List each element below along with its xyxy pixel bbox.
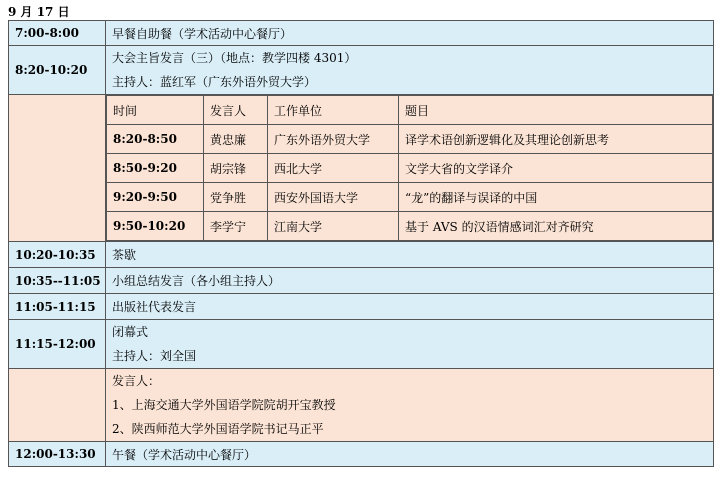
time-cell: 8:20-10:20 <box>9 46 106 95</box>
header-unit: 工作单位 <box>268 96 399 125</box>
speakers-cell <box>106 369 714 442</box>
talk-row <box>107 125 713 154</box>
talk-title: 基于 AVS 的汉语情感词汇对齐研究 <box>399 212 713 241</box>
closing-title: 闭幕式 <box>112 325 149 339</box>
time-cell: 10:35--11:05 <box>9 268 106 294</box>
event-cell: 早餐自助餐（学术活动中心餐厅） <box>106 21 714 46</box>
time-cell: 10:20-10:35 <box>9 242 106 268</box>
time-cell-empty <box>9 95 106 242</box>
time-cell: 11:05-11:15 <box>9 294 106 320</box>
talk-row <box>107 212 713 241</box>
talk-row <box>107 183 713 212</box>
talk-speaker: 党争胜 <box>204 183 268 212</box>
talk-speaker: 李学宁 <box>204 212 268 241</box>
event-cell <box>106 320 714 369</box>
talk-time: 8:20-8:50 <box>107 125 204 154</box>
header-time: 时间 <box>107 96 204 125</box>
talk-time: 9:50-10:20 <box>107 212 204 241</box>
date-heading: 9 月 17 日 <box>8 5 70 19</box>
keynote-title: 大会主旨发言（三）（地点：教学四楼 4301） <box>112 51 357 65</box>
talk-time: 8:50-9:20 <box>107 154 204 183</box>
header-title: 题目 <box>399 96 713 125</box>
event-cell: 小组总结发言（各小组主持人） <box>106 268 714 294</box>
talk-title: 译学术语创新逻辑化及其理论创新思考 <box>399 125 713 154</box>
talk-title: 文学大省的文学译介 <box>399 154 713 183</box>
schedule-row-breakfast <box>9 21 714 46</box>
schedule-row-keynote <box>9 46 714 95</box>
schedule-row-group-summary <box>9 268 714 294</box>
event-cell: 出版社代表发言 <box>106 294 714 320</box>
schedule-row-closing <box>9 320 714 369</box>
talk-unit: 西北大学 <box>268 154 399 183</box>
event-cell: 茶歇 <box>106 242 714 268</box>
time-cell: 12:00-13:30 <box>9 442 106 467</box>
talk-row <box>107 154 713 183</box>
event-cell: 午餐（学术活动中心餐厅） <box>106 442 714 467</box>
event-cell <box>106 46 714 95</box>
talk-title: “龙”的翻译与误译的中国 <box>399 183 713 212</box>
time-cell: 11:15-12:00 <box>9 320 106 369</box>
talks-table <box>106 95 713 241</box>
time-cell: 7:00-8:00 <box>9 21 106 46</box>
closing-host: 主持人：刘全国 <box>112 349 197 363</box>
talks-header-row <box>107 96 713 125</box>
schedule-table <box>8 20 714 467</box>
speaker-item: 2、陕西师范大学外国语学院书记马正平 <box>112 422 324 436</box>
keynote-host: 主持人：蓝红军（广东外语外贸大学） <box>112 75 317 89</box>
talk-speaker: 黄忠廉 <box>204 125 268 154</box>
schedule-row-tea-break <box>9 242 714 268</box>
speaker-item: 1、上海交通大学外国语学院院胡开宝教授 <box>112 398 336 412</box>
schedule-row-talks <box>9 95 714 242</box>
schedule-row-closing-speakers <box>9 369 714 442</box>
schedule-row-lunch <box>9 442 714 467</box>
speakers-label: 发言人： <box>112 374 161 388</box>
talk-unit: 西安外国语大学 <box>268 183 399 212</box>
talks-cell <box>106 95 714 242</box>
schedule-row-publisher <box>9 294 714 320</box>
talk-time: 9:20-9:50 <box>107 183 204 212</box>
talk-unit: 江南大学 <box>268 212 399 241</box>
talk-unit: 广东外语外贸大学 <box>268 125 399 154</box>
talk-speaker: 胡宗锋 <box>204 154 268 183</box>
header-speaker: 发言人 <box>204 96 268 125</box>
time-cell-empty <box>9 369 106 442</box>
